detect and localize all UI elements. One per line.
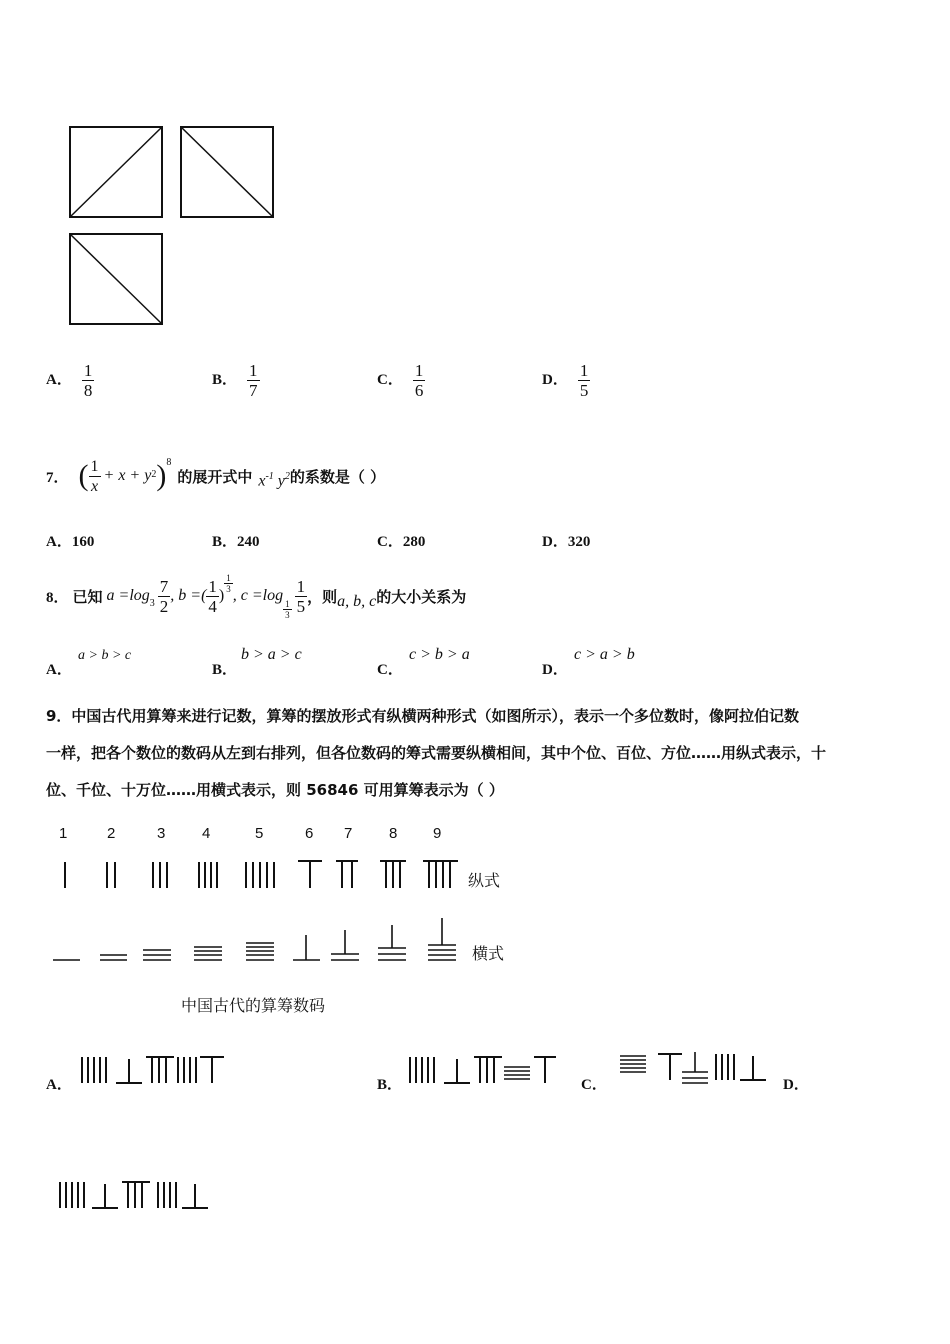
option-label: D． <box>783 1077 809 1093</box>
horizontal-form-label: 横式 <box>472 944 505 963</box>
q8-suffix: 的大小关系为 <box>376 587 467 606</box>
square-diagonal-view-1 <box>70 127 162 217</box>
option-label: D． <box>542 662 568 678</box>
expr-outer-exponent: 8 <box>166 456 172 468</box>
b-exp-denominator: 3 <box>226 583 231 594</box>
option-value: 160 <box>71 534 95 550</box>
digit-label: 7 <box>344 825 353 842</box>
vertical-form-label: 纵式 <box>468 871 501 890</box>
q7-option-a[interactable] <box>46 530 94 551</box>
option-label: A． <box>46 1077 72 1093</box>
option-value: b > a > c <box>241 646 302 663</box>
q8-prefix: 已知 <box>72 587 103 606</box>
q7-option-c[interactable] <box>377 530 425 551</box>
q7-option-b[interactable] <box>212 530 260 551</box>
fraction-denominator: 7 <box>249 381 258 400</box>
fraction-numerator: 1 <box>83 361 93 380</box>
option-value: c > a > b <box>574 646 635 663</box>
c-denominator: 5 <box>296 596 306 616</box>
digit-label: 6 <box>305 825 314 842</box>
rod-numeral-answer-b <box>408 1055 563 1087</box>
option-label: A． <box>46 662 72 678</box>
expr-y-exponent: 2 <box>151 468 157 480</box>
q7-text-2: 的系数是（ ） <box>289 467 386 486</box>
q9-line-1: 9．中国古代用算筹来进行记数，算筹的摆放形式有纵横两种形式（如图所示），表示一个多位数时，像阿拉伯记数 <box>46 707 799 725</box>
vertical-rods <box>65 861 458 888</box>
expr-rest: + x + y <box>103 467 152 484</box>
q8-option-b[interactable] <box>212 648 362 678</box>
term-x-exponent: -1 <box>265 471 274 483</box>
q8-formula <box>107 573 308 620</box>
figure-caption: 中国古代的算筹数码 <box>181 996 326 1015</box>
option-label: C． <box>581 1077 607 1093</box>
option-label: B． <box>212 372 238 389</box>
c-def: , c =log <box>232 587 284 604</box>
option-label: A． <box>46 372 72 389</box>
b-def: , b =( <box>170 587 207 604</box>
a-log-base: 3 <box>149 597 155 609</box>
c-numerator: 1 <box>296 576 306 596</box>
c-base-denominator: 3 <box>285 609 290 620</box>
expr-denominator: x <box>90 477 99 495</box>
q6-option-b[interactable] <box>212 361 260 400</box>
a-def: a =log <box>106 587 150 604</box>
option-value: a > b > c <box>78 648 132 663</box>
q9-line-3: 位、千位、十万位……用横式表示，则 56846 可用算筹表示为（ ） <box>46 781 504 799</box>
b-exp-numerator: 1 <box>226 572 231 583</box>
term-y-exponent: 2 <box>284 471 290 483</box>
option-label: C． <box>377 662 403 678</box>
digit-label: 1 <box>59 825 68 842</box>
q6-option-c[interactable] <box>377 361 425 400</box>
option-label: D． <box>542 534 568 550</box>
a-numerator: 7 <box>159 576 169 596</box>
fraction-numerator: 1 <box>249 361 258 380</box>
digit-label: 5 <box>255 825 264 842</box>
q7-text: 的展开式中 <box>177 467 253 486</box>
rod-numeral-answer-a <box>80 1055 230 1087</box>
option-label: B． <box>377 1077 403 1093</box>
question-number: 8． <box>46 589 69 606</box>
q7-term <box>258 461 290 490</box>
q6-option-a[interactable] <box>46 361 94 400</box>
a-denominator: 2 <box>159 596 169 616</box>
q8-option-a[interactable] <box>46 648 196 678</box>
expr-numerator: 1 <box>90 457 99 475</box>
question-number: 7． <box>46 469 69 486</box>
q7-option-d[interactable] <box>542 530 590 551</box>
digit-label: 2 <box>107 825 116 842</box>
option-value: 320 <box>567 534 591 550</box>
b-numerator: 1 <box>208 576 217 596</box>
digit-label: 4 <box>202 825 211 842</box>
c-base-numerator: 1 <box>285 598 290 609</box>
digit-label: 3 <box>157 825 166 842</box>
term-x: x <box>258 472 266 490</box>
square-diagonal-view-2 <box>181 127 273 217</box>
rod-numeral-answer-c <box>616 1048 771 1090</box>
q7-stem <box>46 446 385 506</box>
option-label: C． <box>377 372 403 389</box>
digit-label: 9 <box>433 825 442 842</box>
option-label: B． <box>212 534 238 550</box>
option-label: D． <box>542 372 568 389</box>
q6-option-d[interactable] <box>542 361 590 400</box>
q8-option-d[interactable] <box>542 648 692 678</box>
b-denominator: 4 <box>208 596 217 616</box>
fraction-denominator: 5 <box>579 381 589 400</box>
fraction-numerator: 1 <box>414 361 424 380</box>
fraction-denominator: 8 <box>83 381 93 400</box>
b-close: ) <box>218 587 225 604</box>
q8-stem <box>46 565 466 627</box>
option-value: c > b > a <box>409 646 470 663</box>
q8-option-c[interactable] <box>377 648 527 678</box>
fraction-numerator: 1 <box>579 361 589 380</box>
digit-label: 8 <box>389 825 398 842</box>
three-view-figure <box>60 118 290 333</box>
rod-numerals-svg <box>0 850 520 970</box>
q8-then: ，则 <box>307 587 338 606</box>
option-value: 280 <box>402 534 426 550</box>
q7-expression: ( $\frac{1}{x}$ + x + y 2 ) 8 <box>78 456 172 495</box>
option-label: C． <box>377 534 403 550</box>
horizontal-rods <box>53 918 456 960</box>
option-label: A． <box>46 534 72 550</box>
q8-vars: a, b, c <box>337 593 377 610</box>
option-label: B． <box>212 662 238 678</box>
fraction-denominator: 6 <box>414 381 424 400</box>
term-y: y <box>277 472 285 490</box>
q9-line-2: 一样，把各个数位的数码从左到右排列，但各位数码的筹式需要纵横相间，其中个位、百位、方位……用纵式表示，十 <box>46 744 827 762</box>
option-value: 240 <box>237 534 260 550</box>
square-diagonal-view-3 <box>70 234 162 324</box>
rod-numeral-answer-d <box>58 1180 213 1212</box>
